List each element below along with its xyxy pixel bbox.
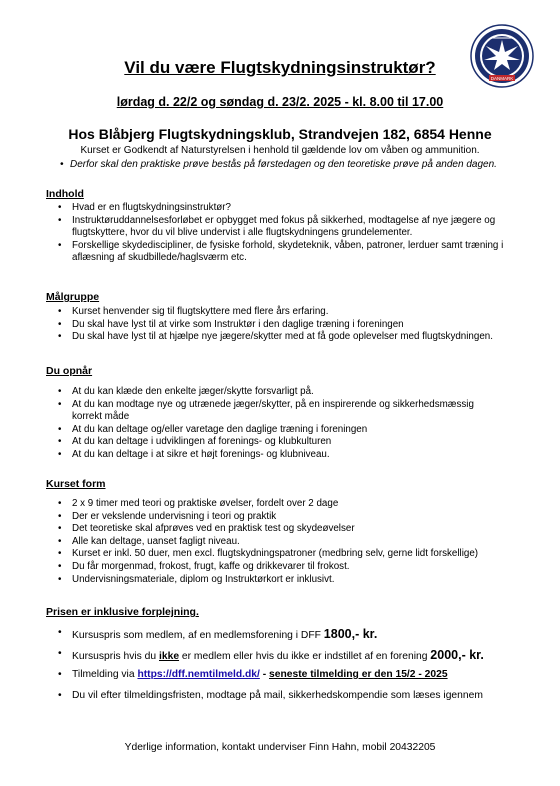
list-item: • Instruktøruddannelsesforløbet er opbygget med fokus på sikkerhed, modtagelse af nye jægere og flugtskyttere, hvor du vil blive undervist i alle flugtskydningens grundelementer. xyxy=(46,215,526,240)
section-heading-form: Kurset form xyxy=(46,478,106,490)
list-item: • Der er vekslende undervisning i teori og praktik xyxy=(46,511,536,524)
list-opnar xyxy=(46,386,496,462)
section-heading-opnar: Du opnår xyxy=(46,365,93,377)
dff-eagle-emblem-icon xyxy=(470,24,534,88)
price-member-value: 1800,- kr. xyxy=(323,627,378,641)
section-heading-indhold: Indhold xyxy=(46,188,84,200)
approval-text: Kurset er Godkendt af Naturstyrelsen i henhold til gældende lov om våben og ammunition. xyxy=(80,145,480,156)
list-item: • 2 x 9 timer med teori og praktiske øvelser, fordelt over 2 dage xyxy=(46,498,536,511)
list-item: • Det teoretiske skal afprøves ved en praktisk test og skydeøvelser xyxy=(46,523,536,536)
list-item: • At du kan deltage i udviklingen af forenings- og klubkulturen xyxy=(46,436,496,449)
list-malgruppe xyxy=(46,306,536,344)
list-indhold xyxy=(46,202,526,265)
list-form xyxy=(46,498,536,586)
list-item: • At du kan klæde den enkelte jæger/skytte forsvarligt på. xyxy=(46,386,496,399)
logo-text: DANMARK xyxy=(490,76,514,81)
list-item: • Hvad er en flugtskydningsinstruktør? xyxy=(46,202,526,215)
signup-sep: - xyxy=(259,669,270,680)
list-item: • Du skal have lyst til at hjælpe nye jægere/skytter med at få gode oplevelser med flugtskydningen. xyxy=(46,331,536,344)
list-item: • At du kan deltage og/eller varetage den daglige træning i foreningen xyxy=(46,424,496,437)
list-pris xyxy=(46,627,546,711)
course-venue: Hos Blåbjerg Flugtskydningsklub, Strandvejen 182, 6854 Henne xyxy=(68,126,492,142)
list-item: • At du kan modtage nye og utrænede jæger/skytter, på en inspirerende og sikkerhedsmæssig korrekt måde xyxy=(46,399,496,424)
footer-contact: Yderlige information, kontakt underviser Finn Hahn, mobil 20432205 xyxy=(124,742,436,753)
after-deadline-item: • Du vil efter tilmeldingsfristen, modtage på mail, sikkerhedskompendie som læses igennem xyxy=(46,690,546,711)
exam-note xyxy=(60,159,497,170)
price-nonmember-ikke: ikke xyxy=(159,651,180,662)
section-heading-pris: Prisen er inklusive forplejning. xyxy=(46,606,199,618)
list-item: • Undervisningsmateriale, diplom og Instruktørkort er inklusivt. xyxy=(46,574,536,587)
note-text: Derfor skal den praktiske prøve bestås på førstedagen og den teoretiske prøve på anden dagen. xyxy=(70,159,497,170)
price-member-item xyxy=(46,627,546,648)
list-item: • Alle kan deltage, uanset fagligt niveau. xyxy=(46,536,536,549)
signup-deadline: seneste tilmelding er den 15/2 - 2025 xyxy=(269,669,448,680)
price-nonmember-item xyxy=(46,648,546,669)
price-nonmember-post: er medlem eller hvis du ikke er indstillet af en forening xyxy=(179,651,431,662)
list-item: • Du skal have lyst til at virke som Instruktør i den daglige træning i foreningen xyxy=(46,319,536,332)
list-item: • Forskellige skydediscipliner, de fysiske forhold, skydeteknik, våben, patroner, lerduer samt træning i aflæsning af skudbillede/haglsværm etc. xyxy=(46,240,526,265)
signup-pre: Tilmelding via xyxy=(72,669,138,680)
list-item: • At du kan deltage i at sikre et højt forenings- og klubniveau. xyxy=(46,449,496,462)
signup-item xyxy=(46,669,546,690)
list-item: • Kurset henvender sig til flugtskyttere med flere års erfaring. xyxy=(46,306,536,319)
list-item: • Du får morgenmad, frokost, frugt, kaffe og drikkevarer til frokost. xyxy=(46,561,536,574)
page-title: Vil du være Flugtskydningsinstruktør? xyxy=(124,58,436,77)
section-heading-malgruppe: Målgruppe xyxy=(46,291,100,303)
price-nonmember-pre: Kursuspris hvis du xyxy=(72,651,159,662)
note-bullet: • xyxy=(60,159,64,170)
price-member-text: Kursuspris som medlem, af en medlemsforening i DFF xyxy=(72,630,324,641)
price-nonmember-value: 2000,- kr. xyxy=(430,648,484,662)
course-date: lørdag d. 22/2 og søndag d. 23/2. 2025 - kl. 8.00 til 17.00 xyxy=(116,95,444,109)
list-item: • Kurset er inkl. 50 duer, men excl. flugtskydningspatroner (medbring selv, gerne lidt forskellige) xyxy=(46,548,536,561)
signup-link[interactable]: https://dff.nemtilmeld.dk/ xyxy=(137,669,260,680)
